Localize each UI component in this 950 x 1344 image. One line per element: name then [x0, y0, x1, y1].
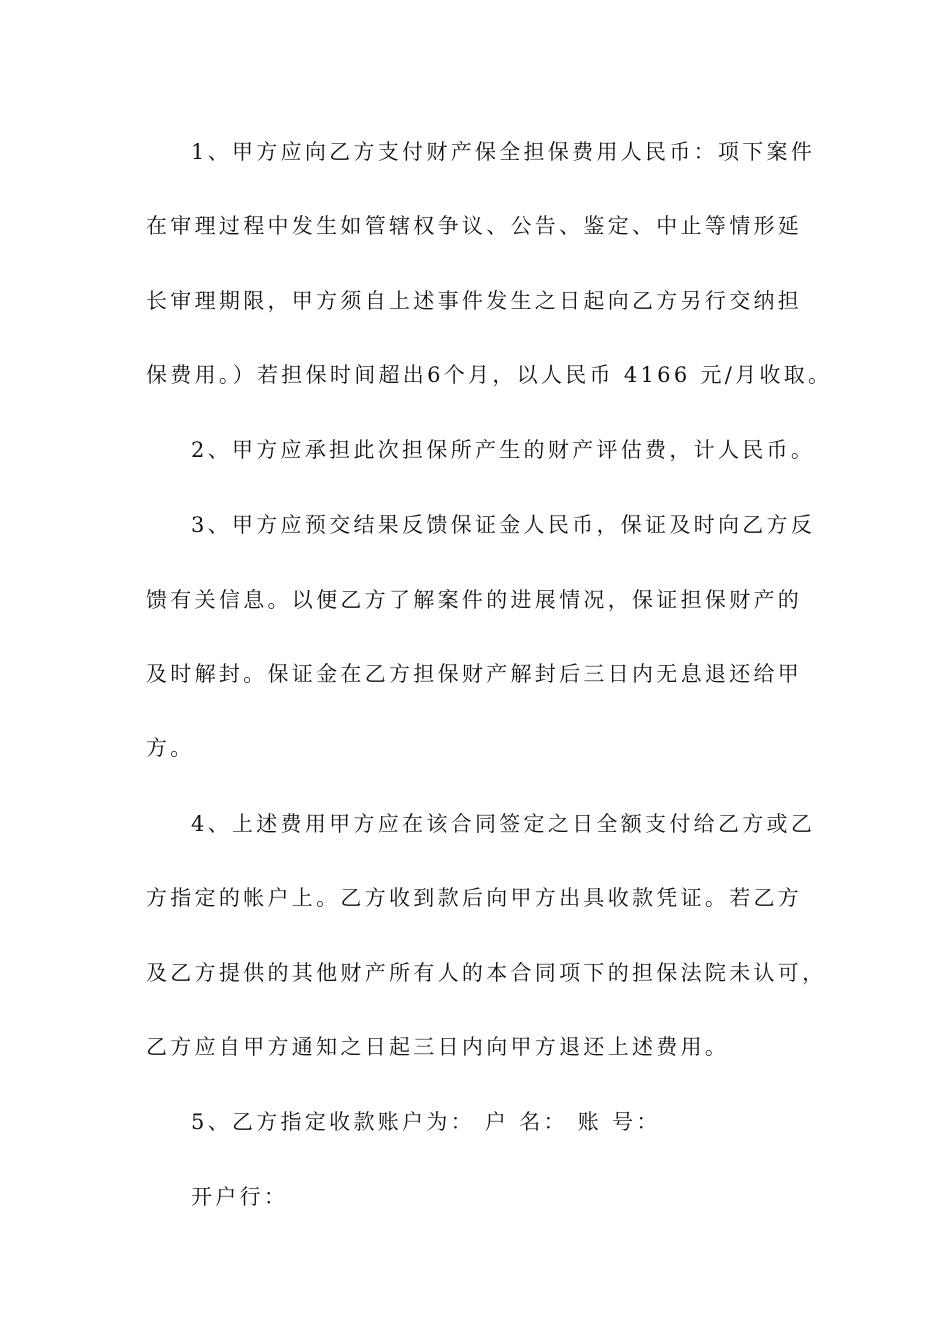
paragraph-3-line-2: 馈有关信息。以便乙方了解案件的进展情况，保证担保财产的	[146, 588, 803, 612]
paragraph-1-line-3: 长审理期限，甲方须自上述事件发生之日起向乙方另行交纳担	[146, 289, 803, 313]
paragraph-2-line-1: 2、甲方应承担此次担保所产生的财产评估费，计人民币。	[191, 438, 816, 462]
paragraph-5-line-1: 5、乙方指定收款账户为： 户 名： 账 号：	[191, 1110, 661, 1134]
paragraph-5-line-2: 开户行：	[191, 1185, 289, 1209]
paragraph-4-line-4: 乙方应自甲方通知之日起三日内向甲方退还上述费用。	[146, 1035, 730, 1059]
paragraph-4-line-3: 及乙方提供的其他财产所有人的本合同项下的担保法院未认可，	[146, 961, 827, 985]
paragraph-3-line-3: 及时解封。保证金在乙方担保财产解封后三日内无息退还给甲	[146, 662, 803, 686]
paragraph-1-line-4: 保费用。）若担保时间超出6个月，以人民币 4166 元/月收取。	[146, 363, 833, 387]
paragraph-1-line-1: 1、甲方应向乙方支付财产保全担保费用人民币：项下案件	[191, 140, 816, 164]
paragraph-4-line-1: 4、上述费用甲方应在该合同签定之日全额支付给乙方或乙	[191, 812, 816, 836]
paragraph-1-line-2: 在审理过程中发生如管辖权争议、公告、鉴定、中止等情形延	[146, 214, 803, 238]
paragraph-4-line-2: 方指定的帐户上。乙方收到款后向甲方出具收款凭证。若乙方	[146, 886, 803, 910]
paragraph-3-line-1: 3、甲方应预交结果反馈保证金人民币，保证及时向乙方反	[191, 513, 816, 537]
paragraph-3-line-4: 方。	[146, 736, 195, 760]
